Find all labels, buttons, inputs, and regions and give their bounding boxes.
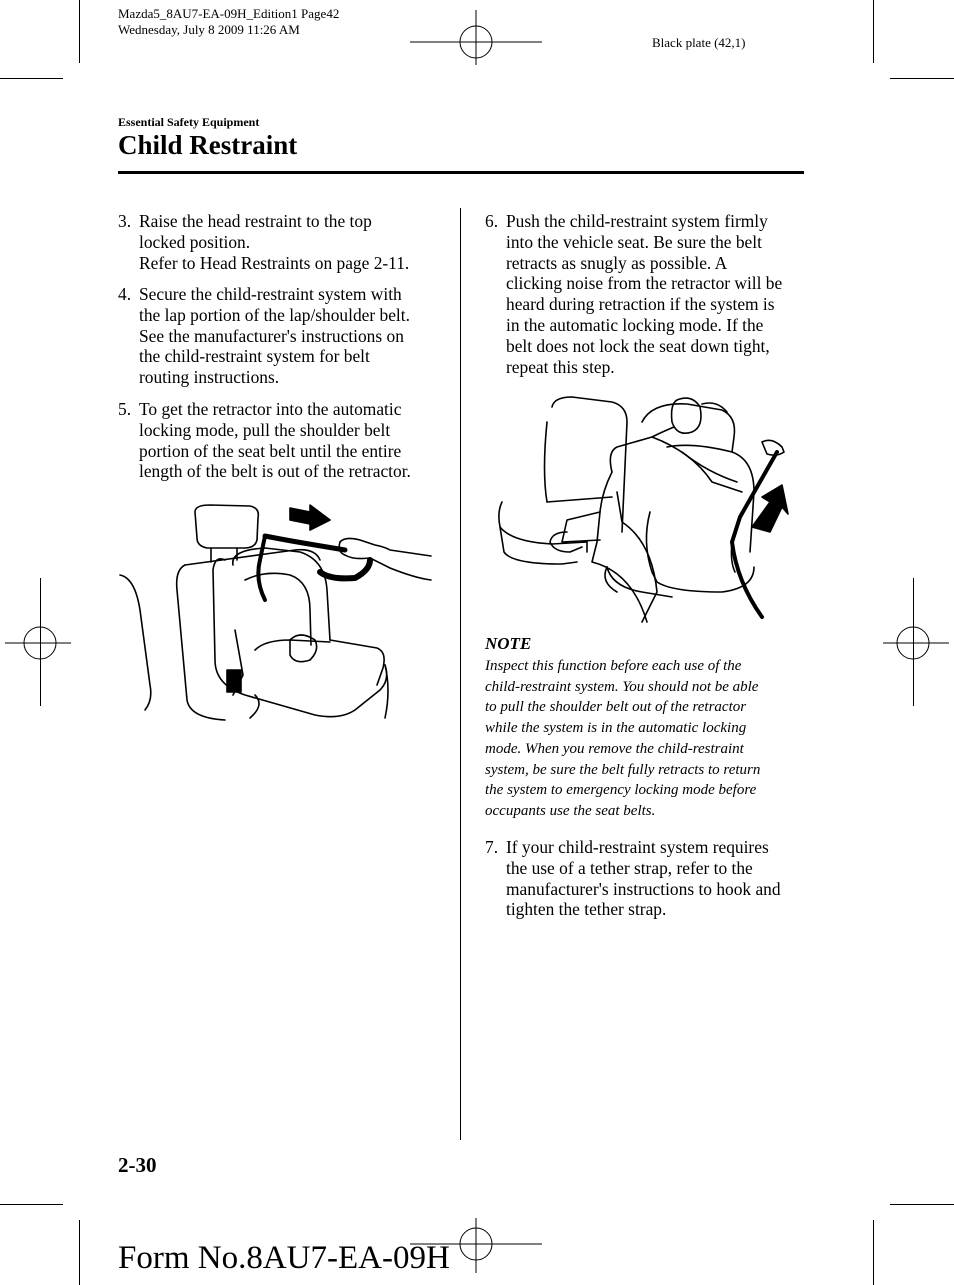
step-line: Secure the child-restraint system with bbox=[139, 284, 402, 304]
note-line: system, be sure the belt fully retracts to return bbox=[485, 761, 761, 778]
note-line: occupants use the seat belts. bbox=[485, 802, 656, 819]
step-line: Push the child-restraint system firmly bbox=[506, 211, 768, 231]
step-line: length of the belt is out of the retractor. bbox=[139, 461, 411, 482]
step-line: locked position. bbox=[139, 231, 251, 252]
step-line: the use of a tether strap, refer to the bbox=[506, 857, 753, 878]
crop-mark bbox=[890, 78, 954, 79]
note-line: the system to emergency locking mode before bbox=[485, 782, 757, 799]
step-line: clicking noise from the retractor will be bbox=[506, 273, 783, 294]
step-line: Raise the head restraint to the top bbox=[139, 211, 372, 231]
step-line: the lap portion of the lap/shoulder belt. bbox=[139, 304, 410, 325]
print-job-line: Mazda5_8AU7-EA-09H_Edition1 Page42 bbox=[118, 6, 340, 21]
step-line: See the manufacturer's instructions on bbox=[139, 325, 404, 346]
step-number: 4. bbox=[118, 284, 132, 304]
illustration-push-seat bbox=[492, 392, 797, 624]
crop-mark bbox=[79, 0, 80, 63]
step-line: in the automatic locking mode. If the bbox=[506, 314, 764, 335]
registration-target-left bbox=[5, 610, 71, 676]
step-number: 6. bbox=[485, 211, 499, 231]
step-line: Refer to Head Restraints on page 2-11. bbox=[139, 252, 410, 273]
step-line: portion of the seat belt until the entire bbox=[139, 440, 402, 461]
column-divider bbox=[460, 208, 461, 1140]
crop-mark bbox=[873, 1220, 874, 1285]
crop-mark bbox=[79, 1220, 80, 1285]
note-heading: NOTE bbox=[485, 634, 532, 653]
illustration-belt-pull bbox=[115, 500, 437, 725]
title-rule bbox=[118, 171, 804, 174]
step-4 bbox=[118, 284, 448, 388]
registration-target-right bbox=[883, 610, 949, 676]
step-line: manufacturer's instructions to hook and bbox=[506, 878, 781, 899]
step-6 bbox=[485, 211, 815, 377]
note-line: Inspect this function before each use of the bbox=[485, 658, 742, 674]
step-line: heard during retraction if the system is bbox=[506, 294, 775, 315]
page-title: Child Restraint bbox=[118, 130, 298, 160]
step-line: To get the retractor into the automatic bbox=[139, 399, 402, 419]
plate-label: Black plate (42,1) bbox=[652, 35, 746, 50]
step-line: If your child-restraint system requires bbox=[506, 837, 769, 857]
note-line: mode. When you remove the child-restraint bbox=[485, 740, 744, 757]
crop-mark bbox=[0, 78, 63, 79]
note-line: child-restraint system. You should not be able bbox=[485, 678, 759, 695]
note-body bbox=[485, 656, 815, 822]
step-number: 3. bbox=[118, 211, 132, 231]
print-date-line: Wednesday, July 8 2009 11:26 AM bbox=[118, 22, 300, 37]
step-line: the child-restraint system for belt bbox=[139, 346, 370, 367]
step-line: tighten the tether strap. bbox=[506, 899, 667, 920]
page-number: 2-30 bbox=[118, 1153, 157, 1177]
crop-mark bbox=[890, 1204, 954, 1205]
step-5 bbox=[118, 399, 448, 482]
note-line: while the system is in the automatic locking bbox=[485, 720, 747, 737]
registration-target-top bbox=[410, 5, 542, 65]
step-line: into the vehicle seat. Be sure the belt bbox=[506, 231, 762, 252]
step-number: 5. bbox=[118, 399, 132, 419]
step-number: 7. bbox=[485, 837, 499, 857]
step-line: retracts as snugly as possible. A bbox=[506, 252, 728, 273]
step-7 bbox=[485, 837, 815, 920]
note-line: to pull the shoulder belt out of the retractor bbox=[485, 699, 747, 716]
section-label: Essential Safety Equipment bbox=[118, 115, 260, 129]
crop-mark bbox=[873, 0, 874, 63]
step-line: belt does not lock the seat down tight, bbox=[506, 335, 770, 356]
step-3 bbox=[118, 211, 448, 273]
step-line: locking mode, pull the shoulder belt bbox=[139, 419, 391, 440]
step-line: routing instructions. bbox=[139, 367, 280, 388]
crop-mark bbox=[0, 1204, 63, 1205]
step-line: repeat this step. bbox=[506, 356, 615, 377]
form-number: Form No.8AU7-EA-09H bbox=[118, 1240, 450, 1276]
